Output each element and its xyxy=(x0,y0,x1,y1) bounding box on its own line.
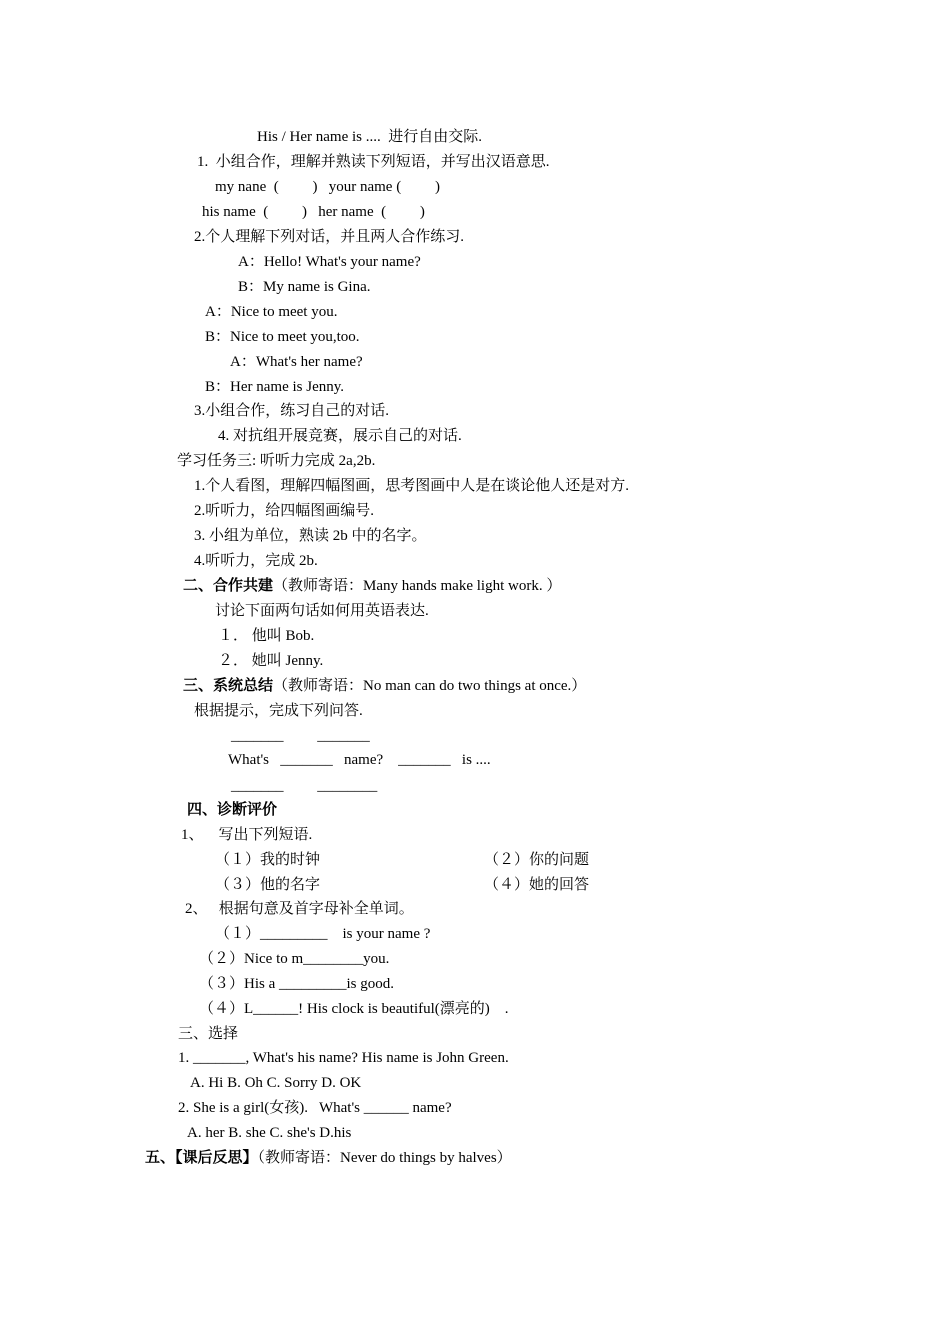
text-line-5: 2.个人理解下列对话，并且两人合作练习. xyxy=(194,229,465,245)
text-line-20: 讨论下面两句话如何用英语表达. xyxy=(215,603,429,619)
text-line-21: １． 他叫 Bob. xyxy=(218,628,315,644)
dialogue-line-5: A：What's her name? xyxy=(230,354,363,370)
text-line-24: 根据提示，完成下列问答. xyxy=(194,703,363,719)
choice-question-1: 1. _______, What's his name? His name is John Green. xyxy=(178,1050,509,1066)
section-heading-cooperation: 二、合作共建（教师寄语：Many hands make light work. ） xyxy=(183,578,562,594)
dialogue-line-4: B：Nice to meet you,too. xyxy=(205,329,360,345)
text-line-32: 2、 根据句意及首字母补全单词。 xyxy=(185,901,414,917)
text-line-12: 3.小组合作，练习自己的对话. xyxy=(194,403,390,419)
blank-line-top: _______ _______ xyxy=(231,728,370,744)
section-heading-reflection: 五、【课后反思】（教师寄语：Never do things by halves） xyxy=(145,1150,512,1166)
section-heading-evaluation: 四、诊断评价 xyxy=(187,802,278,818)
text-line-22: ２． 她叫 Jenny. xyxy=(218,653,324,669)
fill-in-sentence: What's _______ name? _______ is .... xyxy=(228,752,491,768)
task-heading: 学习任务三: 听听力完成 2a,2b. xyxy=(177,453,376,469)
section-heading-summary: 三、系统总结（教师寄语：No man can do two things at once.） xyxy=(183,678,587,694)
text-line-3: my nane ( ) your name ( ) xyxy=(215,179,440,195)
phrase-item-3: （３）他的名字 xyxy=(215,877,321,893)
dialogue-line-2: B：My name is Gina. xyxy=(238,279,371,295)
dialogue-line-6: B：Her name is Jenny. xyxy=(205,379,344,395)
text-line-1: His / Her name is .... 进行自由交际. xyxy=(257,129,482,145)
choice-question-2: 2. She is a girl(女孩). What's ______ name? xyxy=(178,1100,452,1116)
choice-heading: 三、选择 xyxy=(178,1026,239,1042)
text-line-18: 4.听听力，完成 2b. xyxy=(194,553,318,569)
text-line-4: his name ( ) her name ( ) xyxy=(202,204,425,220)
fill-item-4: （４）L______! His clock is beautiful(漂亮的) . xyxy=(199,1001,509,1017)
dialogue-line-3: A：Nice to meet you. xyxy=(205,304,338,320)
text-line-2: 1. 小组合作，理解并熟读下列短语，并写出汉语意思. xyxy=(197,154,550,170)
choice-options-1: A. Hi B. Oh C. Sorry D. OK xyxy=(190,1075,362,1091)
text-line-15: 1.个人看图，理解四幅图画，思考图画中人是在谈论他人还是对方. xyxy=(194,478,630,494)
blank-line-bottom: _______ ________ xyxy=(231,778,378,794)
text-line-17: 3. 小组为单位，熟读 2b 中的名字。 xyxy=(194,528,427,544)
dialogue-line-1: A：Hello! What's your name? xyxy=(238,254,421,270)
fill-item-3: （３）His a _________is good. xyxy=(199,976,395,992)
fill-item-2: （２）Nice to m________you. xyxy=(199,951,390,967)
phrase-item-1: （１）我的时钟 xyxy=(215,852,321,868)
text-line-29: 1、 写出下列短语. xyxy=(181,827,313,843)
text-line-16: 2.听听力，给四幅图画编号. xyxy=(194,503,375,519)
phrase-item-2: （２）你的问题 xyxy=(484,852,590,868)
choice-options-2: A. her B. she C. she's D.his xyxy=(187,1125,352,1141)
fill-item-1: （１）_________ is your name ? xyxy=(215,926,431,942)
text-line-13: 4. 对抗组开展竞赛，展示自己的对话. xyxy=(218,428,462,444)
phrase-item-4: （４）她的回答 xyxy=(484,877,590,893)
